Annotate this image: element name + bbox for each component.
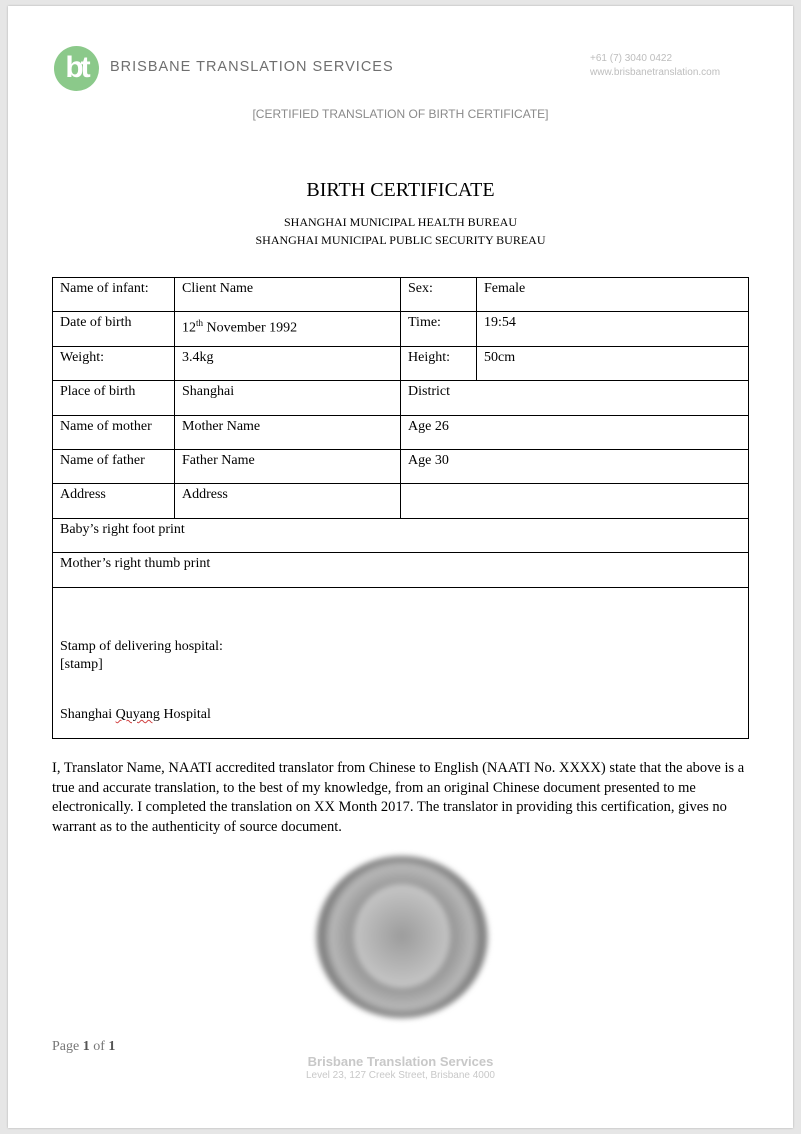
dob-month-year: November 1992 [203,320,298,336]
page-of: of [89,1039,109,1054]
page-word: Page [52,1039,83,1054]
dob-day: 12 [182,320,196,336]
table-value: Client Name [175,278,401,312]
table-value: Age 26 [401,416,749,450]
table-label: Time: [401,312,477,347]
seal-center [354,884,450,988]
table-value: Mother Name [175,416,401,450]
page-number [52,1039,115,1055]
table-label: Name of father [53,450,175,484]
table-label: Baby’s right foot print [53,519,749,553]
table-label: Place of birth [53,381,175,416]
table-value: 3.4kg [175,347,401,381]
table-row [53,381,749,416]
document-page [8,6,793,1128]
translator-seal [316,856,488,1018]
translator-attestation: I, Translator Name, NAATI accredited translator from Chinese to English (NAATI No. XXXX) state that the above is a true and accurate translation, to the best of my knowledge, from an original Chinese document presented to me electronically. I completed the translation on XX Month 2017. The translator in providing this certification, gives no warrant as to the authenticity of source document. [52,760,745,835]
table-value: Female [477,278,749,312]
page-total: 1 [108,1039,116,1054]
table-value-dob [175,312,401,347]
certification-label: [CERTIFIED TRANSLATION OF BIRTH CERTIFICATE] [252,107,549,121]
stamp-cell [53,588,749,739]
table-label: Name of infant: [53,278,175,312]
table-label: Sex: [401,278,477,312]
document-title: BIRTH CERTIFICATE [306,179,495,201]
table-value: Age 30 [401,450,749,484]
issuer-security-bureau: SHANGHAI MUNICIPAL PUBLIC SECURITY BUREAU [255,233,546,247]
hospital-name [60,706,741,724]
stamp-label: Stamp of delivering hospital: [60,639,223,654]
table-label: Name of mother [53,416,175,450]
table-value: Father Name [175,450,401,484]
table-value: Shanghai [175,381,401,416]
company-logo: bt [54,46,99,91]
phone-number: +61 (7) 3040 0422 [590,53,673,64]
table-empty-cell [401,484,749,519]
hospital-name-pre: Shanghai [60,707,116,722]
table-label: District [401,381,749,416]
table-label: Height: [401,347,477,381]
footer-company: Brisbane Translation Services [307,1054,494,1069]
table-value: Address [175,484,401,519]
page-current: 1 [82,1039,90,1054]
issuer-health-bureau: SHANGHAI MUNICIPAL HEALTH BUREAU [283,215,517,229]
table-row [53,347,749,381]
table-label: Weight: [53,347,175,381]
stamp-value: [stamp] [60,657,103,672]
table-row [53,588,749,739]
dob-suffix: th [196,318,204,328]
table-value: 19:54 [477,312,749,347]
table-value: 50cm [477,347,749,381]
hospital-name-mid: Quyang [115,707,160,722]
table-label: Date of birth [53,312,175,347]
contact-block [590,52,720,80]
birth-details-table [52,277,749,739]
table-row [53,312,749,347]
hospital-name-post: Hospital [159,707,211,722]
table-row [53,416,749,450]
table-label: Mother’s right thumb print [53,553,749,588]
table-label: Address [53,484,175,519]
table-row [53,484,749,519]
table-row [53,450,749,484]
table-row [53,278,749,312]
footer-address: Level 23, 127 Creek Street, Brisbane 4000 [305,1070,495,1081]
table-row [53,519,749,553]
table-row [53,553,749,588]
website-link[interactable]: www.brisbanetranslation.com [590,67,721,78]
brand-name: BRISBANE TRANSLATION SERVICES [110,59,394,75]
